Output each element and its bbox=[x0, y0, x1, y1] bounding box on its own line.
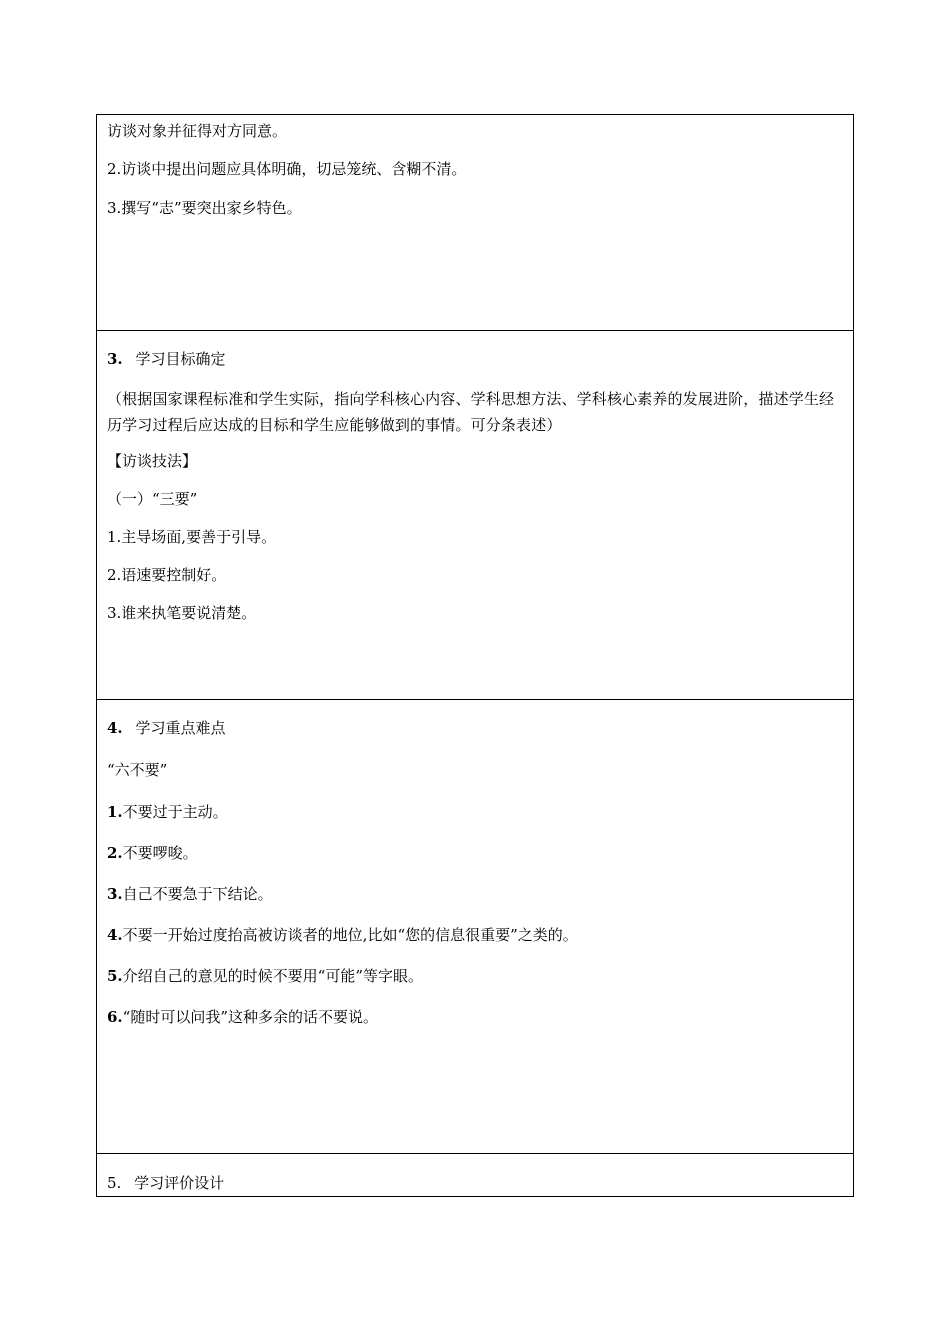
item-number: 1. bbox=[107, 803, 123, 821]
list-item: 3.谁来执笔要说清楚。 bbox=[107, 604, 257, 622]
group-title: （一）“三要” bbox=[107, 490, 198, 508]
section-heading bbox=[107, 1173, 843, 1193]
list-item bbox=[107, 966, 843, 986]
section-heading bbox=[107, 349, 843, 369]
subtitle: 【访谈技法】 bbox=[107, 452, 198, 470]
table-cell-learning-objectives bbox=[97, 331, 853, 700]
heading-number: 4. bbox=[107, 719, 123, 737]
list-item bbox=[107, 925, 843, 945]
item-text: 不要一开始过度抬高被访谈者的地位,比如“您的信息很重要”之类的。 bbox=[122, 926, 578, 944]
list-item bbox=[107, 802, 843, 822]
item-number: 4. bbox=[107, 926, 123, 944]
item-text: 不要啰唆。 bbox=[122, 844, 198, 862]
item-text: 介绍自己的意见的时候不要用“可能”等字眼。 bbox=[122, 967, 424, 985]
section-heading bbox=[107, 718, 843, 738]
lesson-plan-table bbox=[96, 114, 854, 1197]
item-number: 2. bbox=[107, 844, 123, 862]
table-cell-key-points bbox=[97, 700, 853, 1154]
list-item bbox=[107, 884, 843, 904]
item-text: “随时可以问我”这种多余的话不要说。 bbox=[122, 1008, 379, 1026]
heading-number: 5. bbox=[107, 1174, 122, 1192]
list-item: 2.语速要控制好。 bbox=[107, 566, 227, 584]
text-line: 3.撰写“志”要突出家乡特色。 bbox=[107, 199, 302, 217]
group-title: “六不要” bbox=[107, 761, 168, 779]
table-cell-interview-notes bbox=[97, 115, 853, 331]
text-line: 访谈对象并征得对方同意。 bbox=[107, 122, 288, 140]
heading-text: 学习目标确定 bbox=[135, 350, 226, 368]
item-number: 6. bbox=[107, 1008, 123, 1026]
list-item: 1.主导场面,要善于引导。 bbox=[107, 528, 277, 546]
text-line: 2.访谈中提出问题应具体明确，切忌笼统、含糊不清。 bbox=[107, 160, 467, 178]
heading-number: 3. bbox=[107, 350, 123, 368]
heading-text: 学习评价设计 bbox=[134, 1174, 225, 1192]
guidance-note: （根据国家课程标准和学生实际，指向学科核心内容、学科思想方法、学科核心素养的发展进阶，描述学生经历学习过程后应达成的目标和学生应能够做到的事情。可分条表述） bbox=[107, 390, 835, 434]
list-item bbox=[107, 1007, 843, 1027]
table-cell-assessment bbox=[97, 1154, 853, 1196]
heading-text: 学习重点难点 bbox=[135, 719, 226, 737]
list-item bbox=[107, 843, 843, 863]
item-number: 5. bbox=[107, 967, 123, 985]
item-number: 3. bbox=[107, 885, 123, 903]
item-text: 不要过于主动。 bbox=[122, 803, 228, 821]
item-text: 自己不要急于下结论。 bbox=[122, 885, 273, 903]
